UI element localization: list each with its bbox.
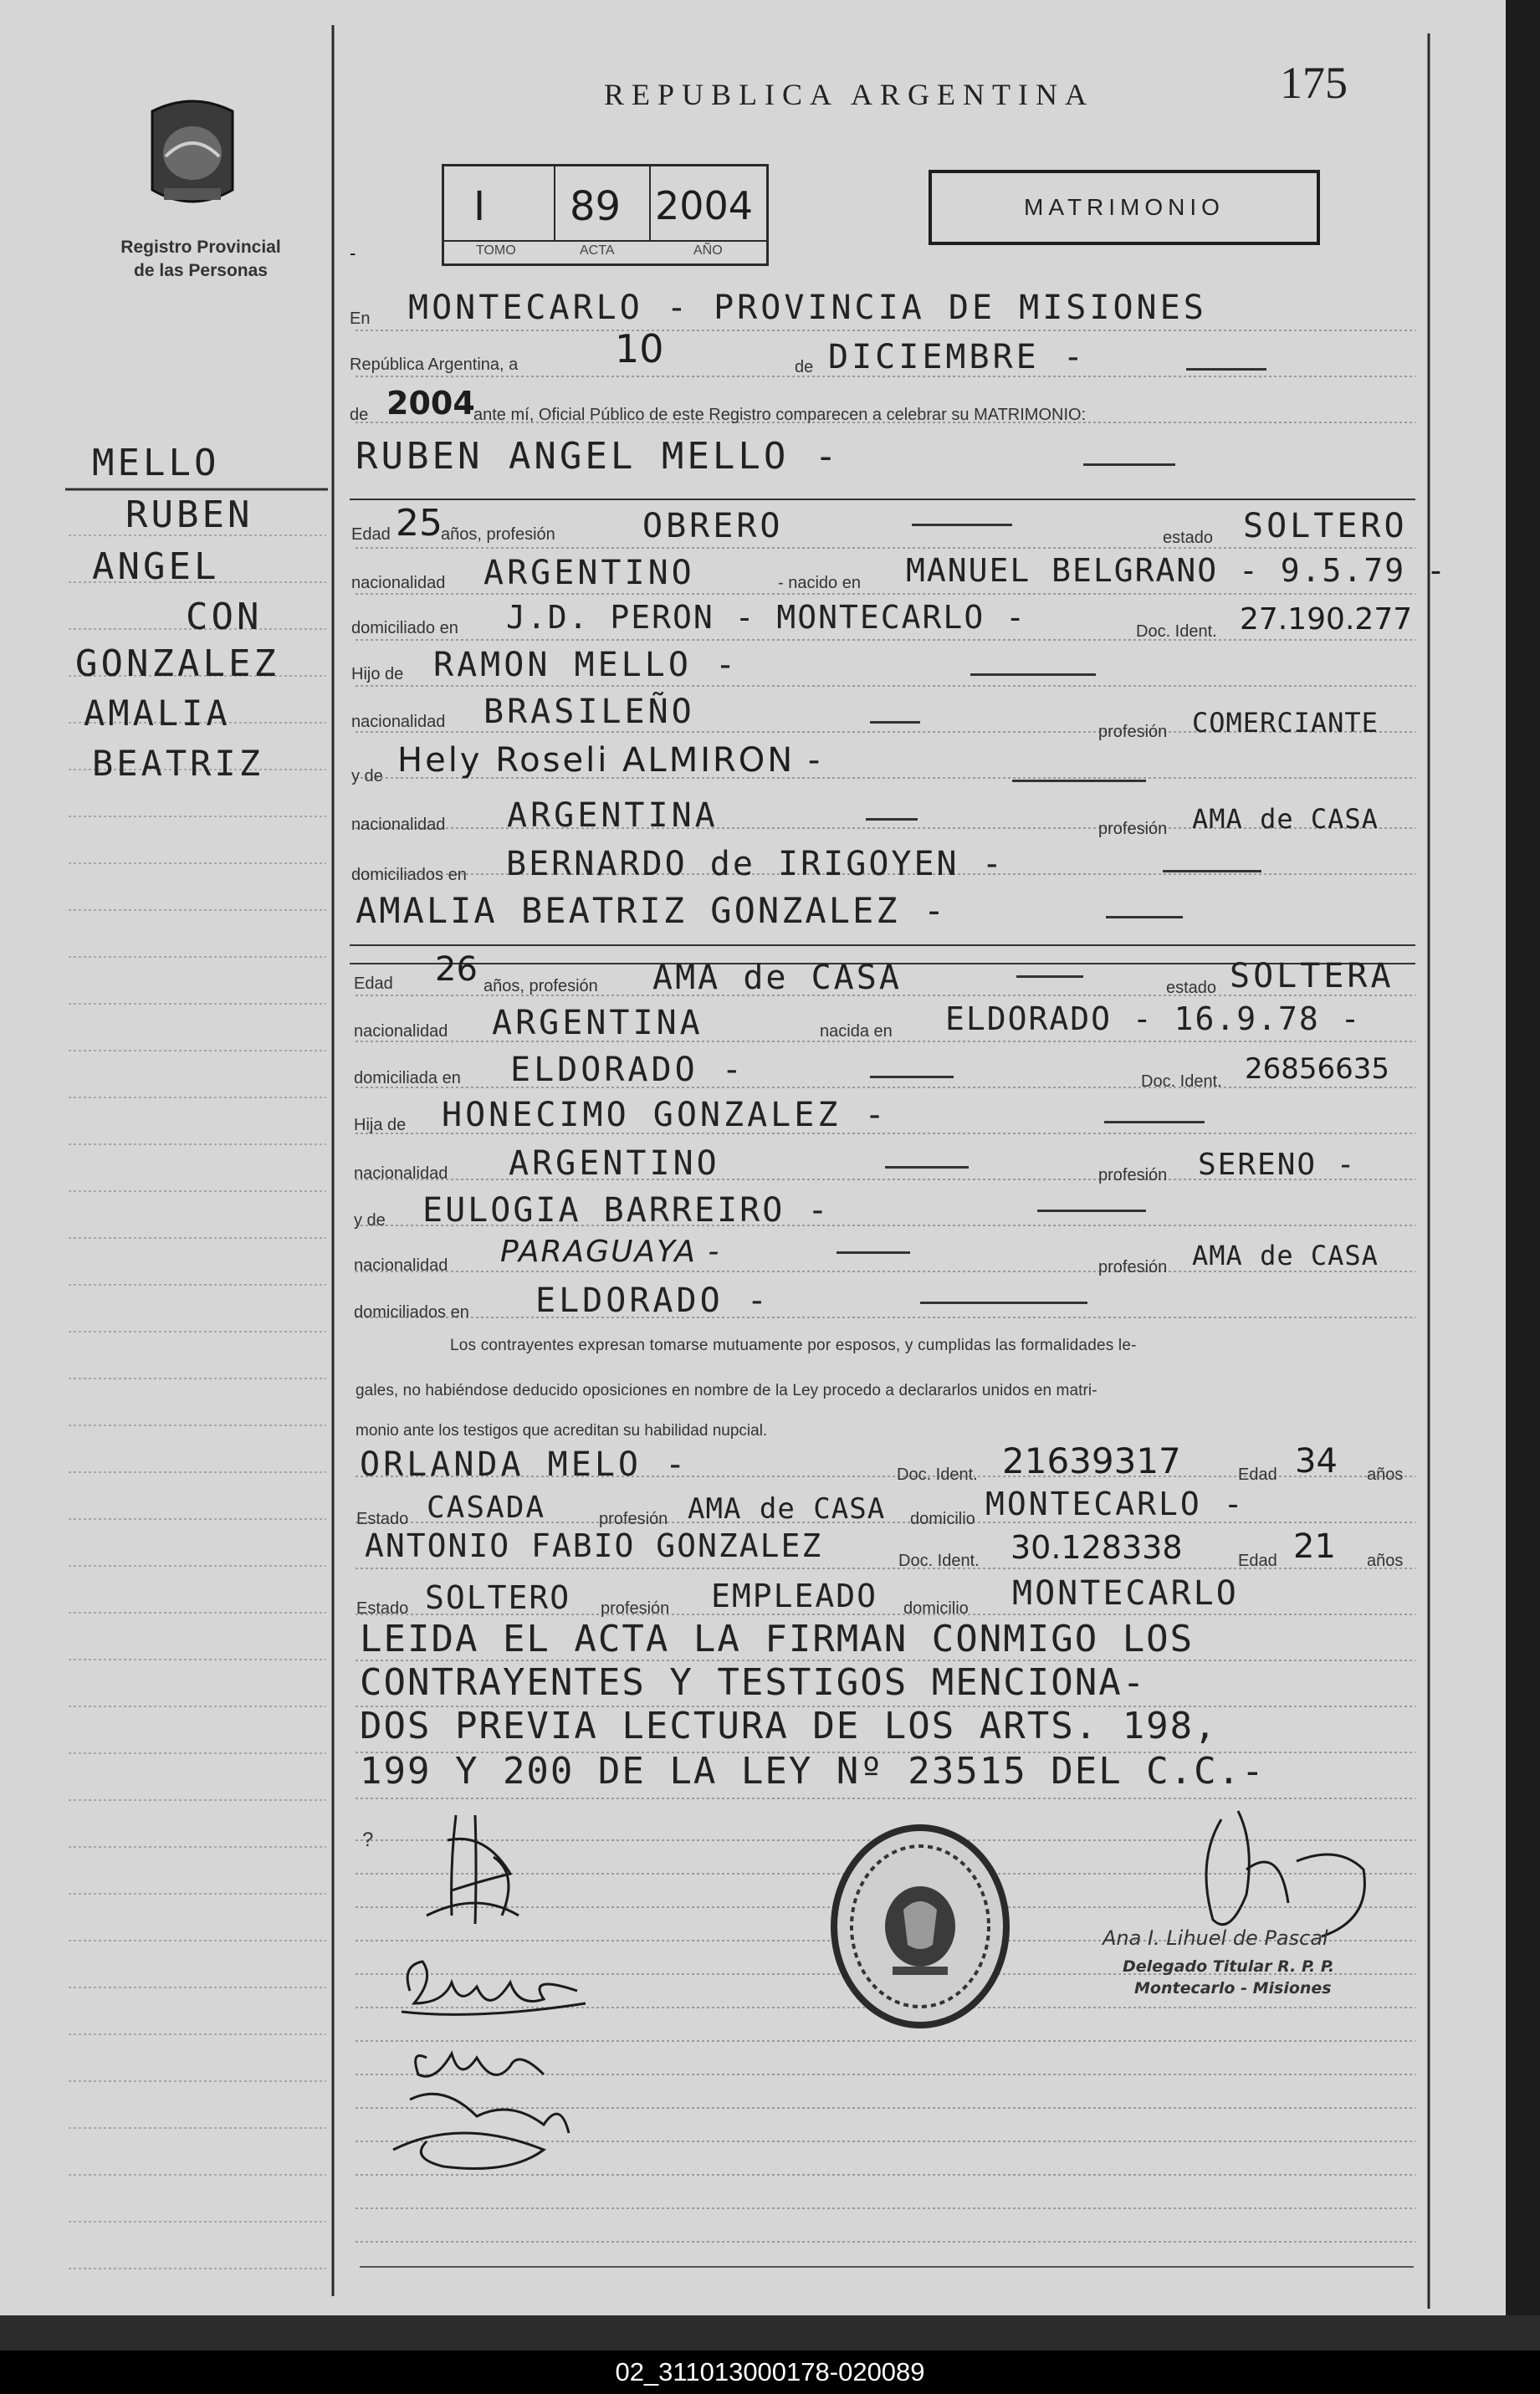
- groom-mother-nat: ARGENTINA: [507, 796, 719, 835]
- place-field: MONTECARLO - PROVINCIA DE MISIONES: [408, 289, 1207, 327]
- signatures-block: [376, 1798, 611, 2200]
- witness-1-name: ORLANDA MELO -: [360, 1445, 689, 1484]
- groom-father: RAMON MELLO -: [433, 646, 739, 684]
- witness-2-doc: 30.128338: [1010, 1529, 1183, 1566]
- witness-2-anos-label: años: [1367, 1552, 1404, 1570]
- groom-y-de-label: y de: [351, 767, 383, 785]
- groom-parents-dom-dash: [1163, 870, 1261, 872]
- groom-domicile: J.D. PERON - MONTECARLO -: [506, 599, 1026, 636]
- witness-2-domicile: MONTECARLO: [1012, 1574, 1239, 1613]
- witness-1-dom-label: domicilio: [910, 1510, 975, 1528]
- bride-name-dash: [1106, 916, 1183, 918]
- ante-text: ante mí, Oficial Público de este Registro comparecen a celebrar su MATRIMONIO:: [473, 406, 1087, 424]
- bride-doc-label: Doc. Ident.: [1141, 1072, 1222, 1091]
- bride-parents-dom: ELDORADO -: [535, 1281, 770, 1320]
- margin-line-5: GONZALEZ: [75, 642, 279, 685]
- witness-1-estado-label: Estado: [356, 1510, 409, 1528]
- groom-dom-label: domiciliado en: [351, 619, 458, 637]
- witness-1-profession: AMA de CASA: [688, 1492, 886, 1526]
- declaration-line-2: gales, no habiéndose deducido oposiciones en nombre de la Ley procedo a declararlos unidos en matri-: [356, 1382, 1097, 1399]
- witness-2-profession: EMPLEADO: [711, 1578, 878, 1614]
- groom-parents-dom-label: domiciliados en: [351, 866, 467, 884]
- bride-y-de-label: y de: [354, 1211, 386, 1230]
- bride-father-prof: SERENO -: [1198, 1148, 1357, 1182]
- witness-2-age: 21: [1293, 1527, 1336, 1566]
- bride-profession: AMA de CASA: [652, 959, 902, 997]
- witness-2-estado: SOLTERO: [425, 1579, 571, 1616]
- bride-mother-dash: [1037, 1210, 1146, 1212]
- country-title: REPUBLICA ARGENTINA: [604, 78, 1095, 111]
- witness-2-estado-label: Estado: [356, 1599, 409, 1618]
- bride-mother-nat-label: nacionalidad: [354, 1256, 448, 1275]
- groom-name: RUBEN ANGEL MELLO -: [356, 435, 841, 478]
- groom-nacido-label: - nacido en: [778, 574, 861, 592]
- witness-1-estado: CASADA: [427, 1491, 546, 1525]
- bride-mother-prof: AMA de CASA: [1192, 1240, 1379, 1271]
- closing-line-4: 199 Y 200 DE LA LEY Nº 23515 DEL C.C.-: [360, 1750, 1266, 1793]
- groom-mother-prof-label: profesión: [1098, 820, 1168, 838]
- groom-mother-nat-label: nacionalidad: [351, 816, 446, 834]
- groom-age: 25: [396, 502, 443, 545]
- bride-dom-dash: [870, 1076, 954, 1078]
- margin-line-1: MELLO: [92, 442, 220, 484]
- bride-estado: SOLTERA: [1230, 957, 1394, 995]
- official-place: Montecarlo - Misiones: [1134, 1979, 1332, 1998]
- bride-mother-prof-label: profesión: [1098, 1258, 1168, 1276]
- groom-nac-label: nacionalidad: [351, 574, 446, 592]
- bride-hija-label: Hija de: [354, 1116, 407, 1134]
- groom-father-prof: COMERCIANTE: [1192, 707, 1379, 739]
- tomo-acta-ano-box: [442, 164, 769, 266]
- bride-father-nat: ARGENTINO: [509, 1144, 720, 1183]
- bride-name: AMALIA BEATRIZ GONZALEZ -: [356, 890, 948, 931]
- day-field: 10: [615, 326, 664, 371]
- bride-nationality: ARGENTINA: [492, 1004, 703, 1042]
- bride-mother-nat: PARAGUAYA -: [500, 1235, 721, 1269]
- groom-anos-prof-label: años, profesión: [441, 525, 555, 544]
- bride-mother-nat-dash: [837, 1251, 910, 1254]
- groom-father-dash: [970, 673, 1096, 676]
- registry-emblem: [142, 96, 243, 213]
- witness-2-prof-label: profesión: [601, 1599, 670, 1618]
- groom-mother-dash: [1012, 780, 1146, 782]
- margin-line-2: RUBEN: [125, 494, 253, 536]
- witness-1-doc: 21639317: [1002, 1440, 1181, 1481]
- bride-father-prof-label: profesión: [1098, 1166, 1168, 1184]
- signature-mark: ?: [362, 1829, 374, 1851]
- witness-2-doc-label: Doc. Ident.: [898, 1552, 980, 1570]
- bride-father-nat-dash: [885, 1166, 969, 1169]
- bride-mother: EULOGIA BARREIRO -: [422, 1191, 831, 1230]
- groom-nationality: ARGENTINO: [483, 554, 695, 592]
- page-number: 175: [1280, 58, 1348, 108]
- groom-edad-label: Edad: [351, 525, 391, 544]
- bride-father-nat-label: nacionalidad: [354, 1164, 448, 1183]
- bride-parents-dom-label: domiciliados en: [354, 1303, 469, 1322]
- de-label-1: de: [795, 358, 814, 376]
- closing-line-2: CONTRAYENTES Y TESTIGOS MENCIONA-: [360, 1661, 1147, 1704]
- month-field: DICIEMBRE -: [828, 338, 1087, 376]
- header-dash: -: [350, 243, 356, 263]
- official-name: Ana I. Lihuel de Pascal: [1103, 1926, 1328, 1950]
- witness-1-doc-label: Doc. Ident.: [897, 1466, 978, 1484]
- bride-father-dash: [1104, 1121, 1205, 1123]
- record-type: MATRIMONIO: [1024, 194, 1225, 220]
- registry-line-2: de las Personas: [134, 261, 268, 280]
- official-seal: [824, 1819, 1025, 2037]
- registry-line-1: Registro Provincial: [120, 238, 281, 257]
- groom-father-nat: BRASILEÑO: [483, 693, 695, 731]
- declaration-line-1: Los contrayentes expresan tomarse mutuamente por esposos, y cumplidas las formalidades le-: [450, 1337, 1137, 1354]
- groom-father-nat-label: nacionalidad: [351, 713, 446, 731]
- margin-line-4: CON: [186, 596, 263, 638]
- registry-name: [75, 236, 326, 283]
- groom-estado-label: estado: [1163, 529, 1214, 547]
- groom-hijo-label: Hijo de: [351, 665, 404, 683]
- witness-2-dom-label: domicilio: [903, 1599, 969, 1618]
- witness-1-age: 34: [1295, 1442, 1338, 1481]
- bride-nac-label: nacionalidad: [354, 1022, 448, 1041]
- witness-2-edad-label: Edad: [1238, 1552, 1277, 1570]
- groom-mother-nat-dash: [866, 818, 918, 821]
- bride-anos-prof-label: años, profesión: [483, 977, 598, 995]
- bride-estado-label: estado: [1166, 979, 1217, 997]
- record-type-box: [929, 170, 1320, 245]
- bride-parents-dom-dash: [920, 1302, 1087, 1304]
- bride-father: HONECIMO GONZALEZ -: [442, 1096, 888, 1134]
- signature-1: [427, 1815, 519, 1924]
- groom-estado: SOLTERO: [1243, 507, 1408, 545]
- de-label-2: de: [350, 406, 369, 424]
- groom-name-dash: [1083, 463, 1175, 466]
- year-field: 2004: [386, 385, 475, 422]
- witness-2-name: ANTONIO FABIO GONZALEZ: [365, 1527, 823, 1564]
- footer-code: 02_311013000178-020089: [0, 2351, 1540, 2394]
- margin-line-7: BEATRIZ: [92, 743, 264, 784]
- bride-prof-dash: [1016, 975, 1083, 978]
- closing-line-3: DOS PREVIA LECTURA DE LOS ARTS. 198,: [360, 1705, 1218, 1747]
- bride-doc: 26856635: [1245, 1052, 1390, 1086]
- bride-nacida-label: nacida en: [820, 1022, 893, 1041]
- groom-doc: 27.190.277: [1240, 602, 1413, 637]
- groom-father-prof-label: profesión: [1098, 723, 1168, 741]
- bride-age: 26: [435, 950, 478, 989]
- groom-prof-dash: [912, 524, 1012, 526]
- ano-label: AÑO: [693, 243, 723, 258]
- official-title: Delegado Titular R. P. P.: [1123, 1957, 1335, 1976]
- signature-2: [402, 1962, 586, 2014]
- witness-1-edad-label: Edad: [1238, 1466, 1277, 1484]
- groom-profession: OBRERO: [642, 507, 784, 545]
- bride-birthplace: ELDORADO - 16.9.78 -: [945, 1000, 1362, 1037]
- page-edge: [1506, 0, 1540, 2342]
- margin-line-6: AMALIA: [84, 693, 231, 734]
- month-dash: [1186, 368, 1266, 371]
- emblem-icon: [142, 96, 243, 213]
- ano-value: 2004: [655, 183, 754, 228]
- groom-mother-prof: AMA de CASA: [1192, 803, 1379, 835]
- groom-doc-label: Doc. Ident.: [1136, 622, 1217, 641]
- en-label: En: [350, 309, 371, 328]
- acta-value: 89: [570, 183, 622, 230]
- witness-1-domicile: MONTECARLO -: [985, 1486, 1246, 1522]
- groom-father-nat-dash: [870, 721, 920, 724]
- groom-mother: Hely Roseli ALMIRON -: [397, 741, 823, 780]
- acta-label: ACTA: [580, 243, 615, 258]
- republica-label: República Argentina, a: [350, 356, 519, 374]
- tomo-value: I: [473, 183, 486, 230]
- declaration-line-3: monio ante los testigos que acreditan su habilidad nupcial.: [356, 1422, 768, 1440]
- tomo-label: TOMO: [476, 243, 516, 258]
- witness-1-prof-label: profesión: [599, 1510, 668, 1528]
- bride-dom-label: domiciliada en: [354, 1069, 461, 1087]
- margin-line-3: ANGEL: [92, 545, 220, 588]
- signature-3: [393, 2054, 569, 2169]
- witness-1-anos-label: años: [1367, 1466, 1404, 1484]
- bride-domicile: ELDORADO -: [510, 1051, 745, 1089]
- groom-birthplace: MANUEL BELGRANO - 9.5.79 -: [906, 552, 1447, 589]
- closing-line-1: LEIDA EL ACTA LA FIRMAN CONMIGO LOS: [360, 1618, 1195, 1660]
- bride-edad-label: Edad: [354, 974, 393, 993]
- groom-parents-dom: BERNARDO de IRIGOYEN -: [506, 845, 1005, 883]
